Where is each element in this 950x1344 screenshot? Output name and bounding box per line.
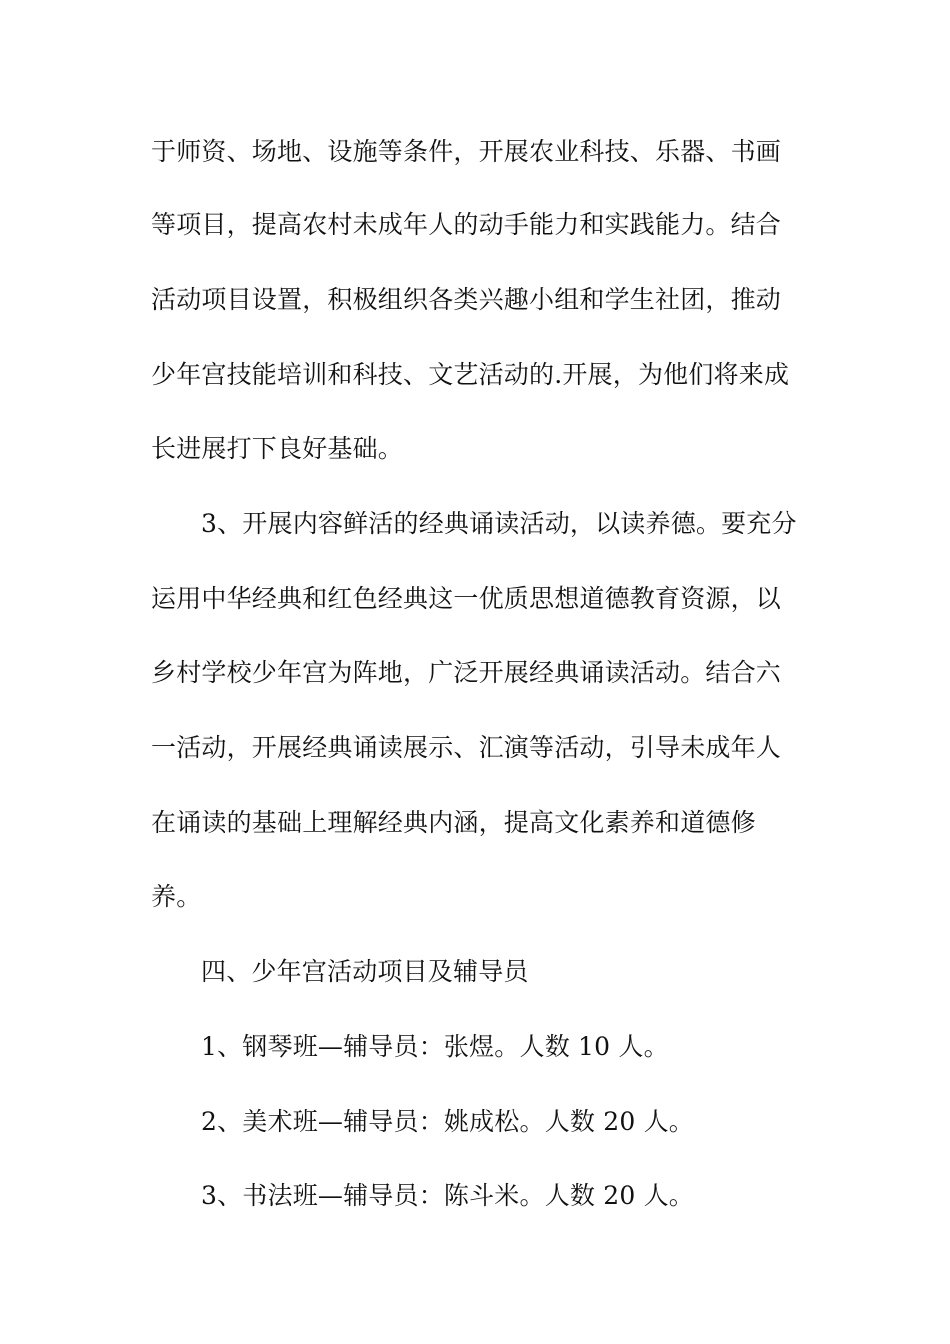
- paragraph-line: 运用中华经典和红色经典这一优质思想道德教育资源，以: [151, 584, 782, 613]
- section-heading: 四、少年宫活动项目及辅导员: [201, 957, 529, 986]
- paragraph-line: 在诵读的基础上理解经典内涵，提高文化素养和道德修: [151, 808, 756, 837]
- paragraph-line: 3、开展内容鲜活的经典诵读活动，以读养德。要充分: [201, 509, 797, 538]
- list-item: 3、书法班—辅导员：陈斗米。人数 20 人。: [201, 1181, 695, 1210]
- paragraph-line: 少年宫技能培训和科技、文艺活动的.开展，为他们将来成: [151, 360, 790, 389]
- paragraph-line: 长进展打下良好基础。: [151, 434, 404, 463]
- paragraph-line: 等项目，提高农村未成年人的动手能力和实践能力。结合: [151, 210, 782, 239]
- list-item: 2、美术班—辅导员：姚成松。人数 20 人。: [201, 1107, 695, 1136]
- paragraph-line: 养。: [151, 882, 202, 911]
- paragraph-line: 一活动，开展经典诵读展示、汇演等活动，引导未成年人: [151, 733, 782, 762]
- paragraph-line: 乡村学校少年宫为阵地，广泛开展经典诵读活动。结合六: [151, 658, 782, 687]
- paragraph-line: 于师资、场地、设施等条件，开展农业科技、乐器、书画: [151, 137, 782, 166]
- paragraph-line: 活动项目设置，积极组织各类兴趣小组和学生社团，推动: [151, 285, 782, 314]
- list-item: 1、钢琴班—辅导员：张煜。人数 10 人。: [201, 1032, 669, 1061]
